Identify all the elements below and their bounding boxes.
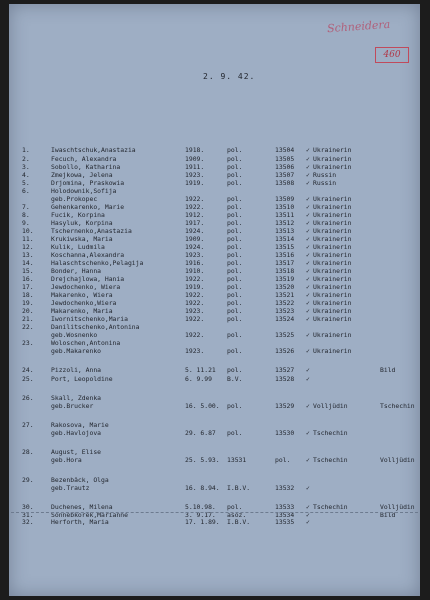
person-name: Bezenbäck, Olga [51,476,109,484]
person-name: Iwaschtschuk,Anastazia [51,146,136,154]
category: pol. [227,307,243,315]
birth-date: 1909. [185,235,205,243]
checkmark: ✓ [306,251,310,259]
extra-note: Bild [380,511,396,519]
person-name: Duchenes, Milena [51,503,113,511]
prisoner-number: 13517 [275,259,295,267]
prisoner-number: pol. [275,456,291,464]
prisoner-number: 13519 [275,275,295,283]
category: pol. [227,267,243,275]
category: pol. [227,283,243,291]
nationality-note: Ukrainerin [313,146,352,154]
person-name: Bonder, Hanna [51,267,102,275]
person-name: geb.Prokopec [51,195,98,203]
nationality-note: Ukrainerin [313,227,352,235]
checkmark: ✓ [306,429,310,437]
row-number: 32. [22,518,34,526]
row-number: 31. [22,511,34,519]
category: pol. [227,251,243,259]
checkmark: ✓ [306,179,310,187]
row-number: 30. [22,503,34,511]
nationality-note: Ukrainerin [313,251,352,259]
person-name: geb.Wosnenko [51,331,98,339]
category: pol. [227,203,243,211]
prisoner-number: 13514 [275,235,295,243]
list-row [9,146,420,155]
checkmark: ✓ [306,331,310,339]
category: pol. [227,331,243,339]
nationality-note: Ukrainerin [313,283,352,291]
category: 13531 [227,456,247,464]
row-number: 15. [22,267,34,275]
category: asoz. [227,511,247,519]
birth-date: 5. 11.21 [185,366,216,374]
birth-date: 1922. [185,315,205,323]
birth-date: 1917. [185,219,205,227]
person-name: Pizzoli, Anna [51,366,102,374]
document-page [9,4,420,596]
row-number: 16. [22,275,34,283]
list-row [9,347,420,356]
extra-note: Bild [380,366,396,374]
person-name: Sobollo, Katharina [51,163,121,171]
row-number: 8. [22,211,30,219]
checkmark: ✓ [306,366,310,374]
category: pol. [227,291,243,299]
prisoner-number: 13525 [275,331,295,339]
birth-date: 6. 9.99 [185,375,212,383]
nationality-note: Ukrainerin [313,211,352,219]
person-name: Port, Leopoldine [51,375,113,383]
category: pol. [227,259,243,267]
nationality-note: Ukrainerin [313,315,352,323]
extra-note: Volljüdin [380,503,415,511]
birth-date: 1909. [185,155,205,163]
prisoner-number: 13515 [275,243,295,251]
birth-date: 1923. [185,171,205,179]
person-name: Fecuch, Alexandra [51,155,117,163]
row-number: 22. [22,323,34,331]
checkmark: ✓ [306,243,310,251]
row-number: 23. [22,339,34,347]
checkmark: ✓ [306,299,310,307]
category: pol. [227,299,243,307]
prisoner-number: 13520 [275,283,295,291]
category: pol. [227,219,243,227]
prisoner-number: 13526 [275,347,295,355]
birth-date: 1911. [185,163,205,171]
checkmark: ✓ [306,195,310,203]
person-name: geb.Trautz [51,484,90,492]
birth-date: 5.10.98. [185,503,216,511]
person-name: Makarenko, Maria [51,307,113,315]
prisoner-number: 13522 [275,299,295,307]
row-number: 6. [22,187,30,195]
birth-date: 1910. [185,267,205,275]
checkmark: ✓ [306,227,310,235]
row-number: 11. [22,235,34,243]
checkmark: ✓ [306,219,310,227]
row-number: 17. [22,283,34,291]
prisoner-number: 13506 [275,163,295,171]
birth-date: 1922. [185,195,205,203]
prisoner-number: 13529 [275,402,295,410]
nationality-note: Ukrainerin [313,203,352,211]
row-number: 14. [22,259,34,267]
birth-date: 1922. [185,291,205,299]
person-name: Rakosova, Marie [51,421,109,429]
punch-line-divider [11,512,418,513]
person-name: Krukiwska, Maria [51,235,113,243]
row-number: 9. [22,219,30,227]
checkmark: ✓ [306,275,310,283]
category: I.B.V. [227,518,251,526]
list-row [9,456,420,465]
prisoner-number: 13528 [275,375,295,383]
person-name: Koschanna,Alexandra [51,251,125,259]
category: pol. [227,429,243,437]
person-name: Holodownik,Sofija [51,187,117,195]
category: pol. [227,402,243,410]
prisoner-number: 13511 [275,211,295,219]
birth-date: 1923. [185,347,205,355]
prisoner-number: 13535 [275,518,295,526]
birth-date: 16. 8.94. [185,484,220,492]
person-name: Drjomina, Praskowia [51,179,125,187]
prisoner-number: 13508 [275,179,295,187]
person-name: Skall, Zdenka [51,394,102,402]
person-name: geb.Makarenko [51,347,102,355]
row-number: 4. [22,171,30,179]
page-number-stamp: 460 [375,47,409,63]
checkmark: ✓ [306,347,310,355]
checkmark: ✓ [306,211,310,219]
person-name: geb.Havlojova [51,429,102,437]
list-row [9,402,420,411]
birth-date: 1922. [185,331,205,339]
row-number: 28. [22,448,34,456]
person-name: geb.Brucker [51,402,94,410]
person-name: Halaschtschenko,Pelagija [51,259,144,267]
checkmark: ✓ [306,402,310,410]
row-number: 3. [22,163,30,171]
category: pol. [227,227,243,235]
checkmark: ✓ [306,171,310,179]
nationality-note: Russin [313,171,337,179]
prisoner-number: 13534 [275,511,295,519]
row-number: 27. [22,421,34,429]
birth-date: 1919. [185,179,205,187]
birth-date: 17. 1.89. [185,518,220,526]
nationality-note: Ukrainerin [313,331,352,339]
person-name: Gehenkarenko, Marie [51,203,125,211]
prisoner-number: 13505 [275,155,295,163]
person-name: August, Elise [51,448,102,456]
category: pol. [227,275,243,283]
nationality-note: Volljüdin [313,402,348,410]
prisoner-number: 13513 [275,227,295,235]
category: pol. [227,243,243,251]
category: pol. [227,315,243,323]
nationality-note: Ukrainerin [313,195,352,203]
checkmark: ✓ [306,267,310,275]
birth-date: 1916. [185,259,205,267]
person-name: Woloschen,Antonina [51,339,121,347]
birth-date: 16. 5.00. [185,402,220,410]
checkmark: ✓ [306,518,310,526]
category: pol. [227,347,243,355]
prisoner-number: 13527 [275,366,295,374]
birth-date: 25. 5.93. [185,456,220,464]
nationality-note: Ukrainerin [313,155,352,163]
category: pol. [227,171,243,179]
row-number: 29. [22,476,34,484]
prisoner-number: 13533 [275,503,295,511]
person-name: Drejchajlowa, Hania [51,275,125,283]
prisoner-number: 13524 [275,315,295,323]
nationality-note: Ukrainerin [313,275,352,283]
checkmark: ✓ [306,283,310,291]
row-number: 1. [22,146,30,154]
birth-date: 1922. [185,299,205,307]
prisoner-number: 13518 [275,267,295,275]
row-number: 12. [22,243,34,251]
birth-date: 1922. [185,275,205,283]
row-number: 10. [22,227,34,235]
checkmark: ✓ [306,155,310,163]
list-row [9,366,420,375]
person-name: Hasyluk, Korpina [51,219,113,227]
category: pol. [227,503,243,511]
prisoner-number: 13532 [275,484,295,492]
category: pol. [227,163,243,171]
category: B.V. [227,375,243,383]
checkmark: ✓ [306,146,310,154]
checkmark: ✓ [306,484,310,492]
category: pol. [227,366,243,374]
extra-note: Volljüdin [380,456,415,464]
nationality-note: Ukrainerin [313,219,352,227]
birth-date: 1912. [185,211,205,219]
birth-date: 1919. [185,283,205,291]
nationality-note: Ukrainerin [313,259,352,267]
row-number: 25. [22,375,34,383]
row-number: 21. [22,315,34,323]
category: pol. [227,179,243,187]
row-number: 5. [22,179,30,187]
checkmark: ✓ [306,375,310,383]
row-number: 19. [22,299,34,307]
checkmark: ✓ [306,163,310,171]
category: pol. [227,155,243,163]
nationality-note: Ukrainerin [313,307,352,315]
prisoner-number: 13507 [275,171,295,179]
birth-date: 1918. [185,146,205,154]
checkmark: ✓ [306,511,310,519]
checkmark: ✓ [306,315,310,323]
checkmark: ✓ [306,203,310,211]
person-name: Zmejkowa, Jelena [51,171,113,179]
extra-note: Tschechin [380,402,415,410]
birth-date: 1922. [185,203,205,211]
person-name: geb.Hora [51,456,82,464]
birth-date: 1924. [185,227,205,235]
nationality-note: Russin [313,179,337,187]
prisoner-number: 13510 [275,203,295,211]
prisoner-number: 13523 [275,307,295,315]
prisoner-number: 13512 [275,219,295,227]
row-number: 20. [22,307,34,315]
person-name: Jewdochenko, Wiera [51,283,121,291]
nationality-note: Tschechin [313,429,348,437]
nationality-note: Ukrainerin [313,291,352,299]
nationality-note: Ukrainerin [313,243,352,251]
prisoner-number: 13521 [275,291,295,299]
person-name: Danilitschenko,Antonina [51,323,140,331]
prisoner-list [9,4,420,596]
birth-date: 1923. [185,251,205,259]
row-number: 2. [22,155,30,163]
person-name: Herforth, Maria [51,518,109,526]
person-name: Tschernenko,Anastazia [51,227,132,235]
prisoner-number: 13516 [275,251,295,259]
handwritten-annotation: Schneidera [326,17,391,36]
list-row [9,429,420,438]
checkmark: ✓ [306,235,310,243]
person-name: Jewdochenko,Wiera [51,299,117,307]
person-name: Iwornitschenko,Maria [51,315,128,323]
nationality-note: Ukrainerin [313,235,352,243]
document-date: 2. 9. 42. [203,72,256,81]
birth-date: 1923. [185,307,205,315]
list-row [9,518,420,527]
nationality-note: Tschechin [313,503,348,511]
category: pol. [227,195,243,203]
category: pol. [227,235,243,243]
nationality-note: Ukrainerin [313,163,352,171]
nationality-note: Ukrainerin [313,299,352,307]
birth-date: 3. 9.17. [185,511,216,519]
birth-date: 1924. [185,243,205,251]
checkmark: ✓ [306,259,310,267]
checkmark: ✓ [306,503,310,511]
row-number: 13. [22,251,34,259]
prisoner-number: 13504 [275,146,295,154]
nationality-note: Ukrainerin [313,267,352,275]
person-name: Fucik, Korpina [51,211,105,219]
prisoner-number: 13509 [275,195,295,203]
row-number: 7. [22,203,30,211]
category: pol. [227,211,243,219]
row-number: 24. [22,366,34,374]
nationality-note: Tschechin [313,456,348,464]
person-name: Makarenko, Wiera [51,291,113,299]
checkmark: ✓ [306,291,310,299]
person-name: Sonnebkorek,Marianne [51,511,128,519]
row-number: 26. [22,394,34,402]
row-number: 18. [22,291,34,299]
birth-date: 29. 6.87 [185,429,216,437]
category: I.B.V. [227,484,251,492]
prisoner-number: 13530 [275,429,295,437]
nationality-note: Ukrainerin [313,347,352,355]
category: pol. [227,146,243,154]
person-name: Kulik, Ludmila [51,243,105,251]
list-row [9,375,420,384]
checkmark: ✓ [306,456,310,464]
list-row [9,484,420,493]
checkmark: ✓ [306,307,310,315]
